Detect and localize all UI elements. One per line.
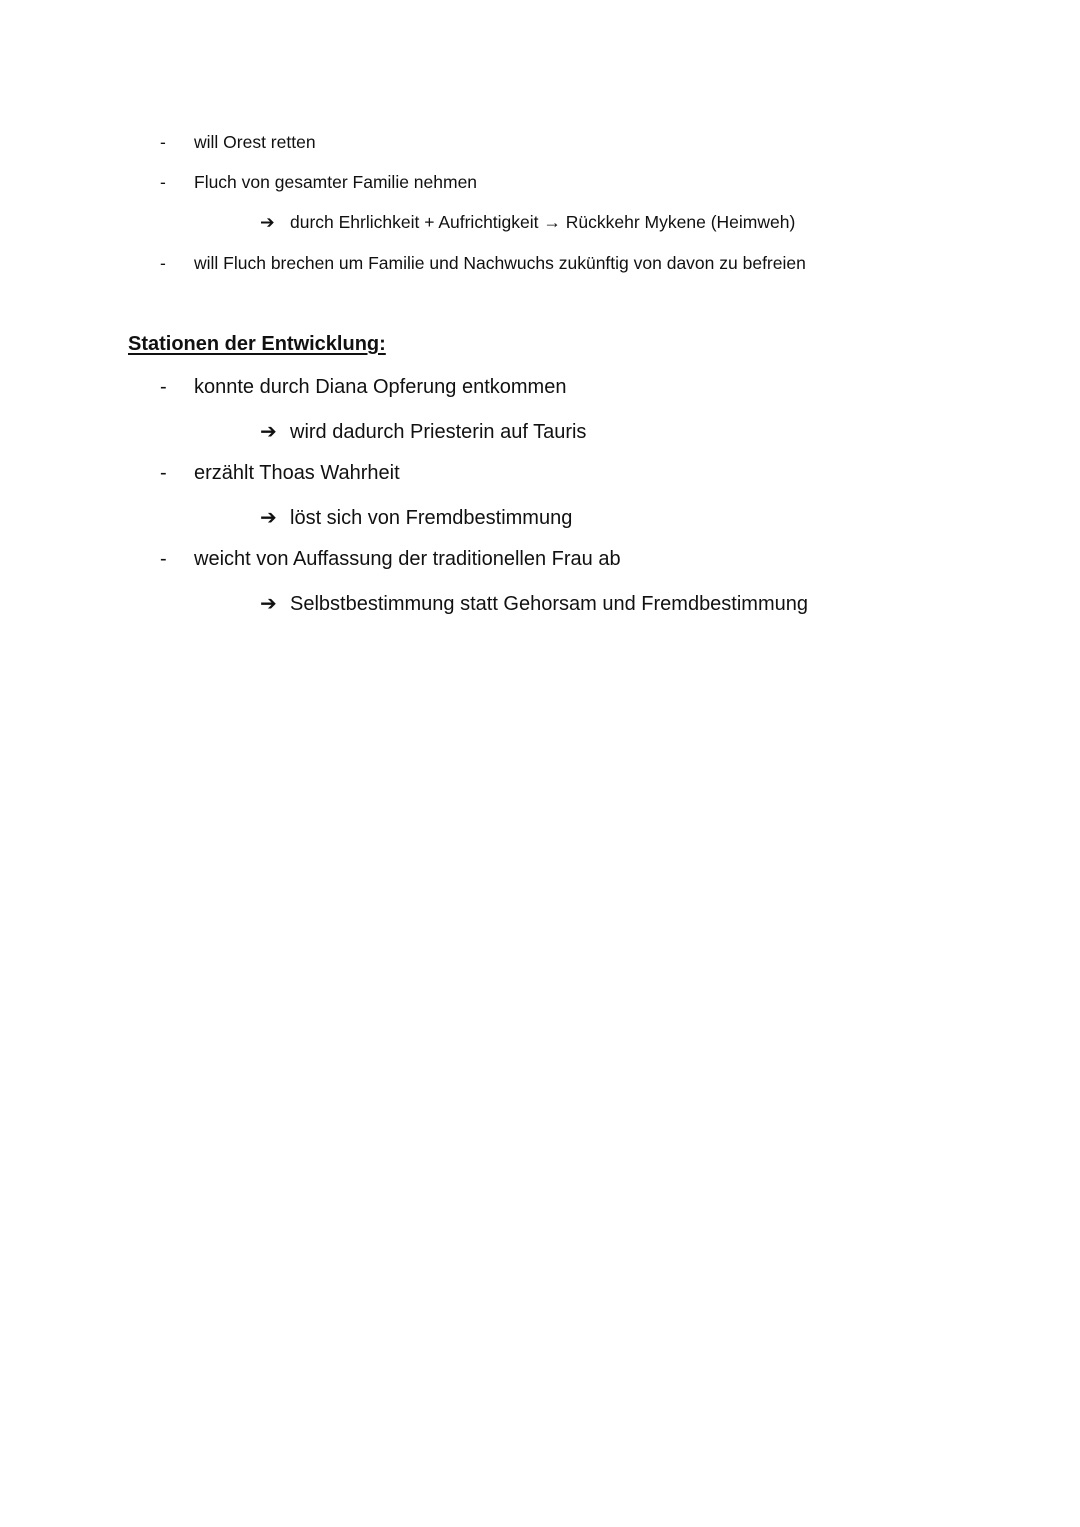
section-heading: Stationen der Entwicklung:: [128, 333, 386, 355]
list-item: will Fluch brechen um Familie und Nachwuchs zukünftig von davon zu befreien: [194, 253, 806, 273]
sub-item: [260, 212, 795, 233]
arrow-icon: ➔: [260, 421, 277, 443]
bullet-marker: -: [160, 253, 166, 273]
sub-item-text: durch Ehrlichkeit + Aufrichtigkeit: [290, 212, 539, 232]
sub-item: [260, 419, 586, 444]
bullet-marker: -: [160, 548, 167, 570]
sub-item-text: Rückkehr Mykene (Heimweh): [565, 212, 796, 232]
arrow-icon: ➔: [260, 212, 275, 232]
sub-item: [260, 505, 572, 530]
sub-item-text: wird dadurch Priesterin auf Tauris: [290, 421, 587, 443]
arrow-icon: ➔: [260, 507, 277, 529]
list-item: erzählt Thoas Wahrheit: [194, 462, 400, 484]
bullet-marker: -: [160, 462, 167, 484]
arrow-icon: ➔: [260, 593, 277, 615]
bullet-marker: -: [160, 172, 166, 192]
list-item: will Orest retten: [194, 132, 316, 152]
bullet-marker: -: [160, 376, 167, 398]
list-item: weicht von Auffassung der traditionellen Frau ab: [194, 548, 621, 570]
sub-item: [260, 591, 808, 616]
sub-item-text: löst sich von Fremdbestimmung: [290, 507, 573, 529]
sub-item-text: Selbstbestimmung statt Gehorsam und Fremdbestimmung: [290, 593, 808, 615]
arrow-right-icon: →: [543, 212, 561, 232]
list-item: konnte durch Diana Opferung entkommen: [194, 376, 567, 398]
bullet-marker: -: [160, 132, 166, 152]
list-item: Fluch von gesamter Familie nehmen: [194, 172, 478, 192]
